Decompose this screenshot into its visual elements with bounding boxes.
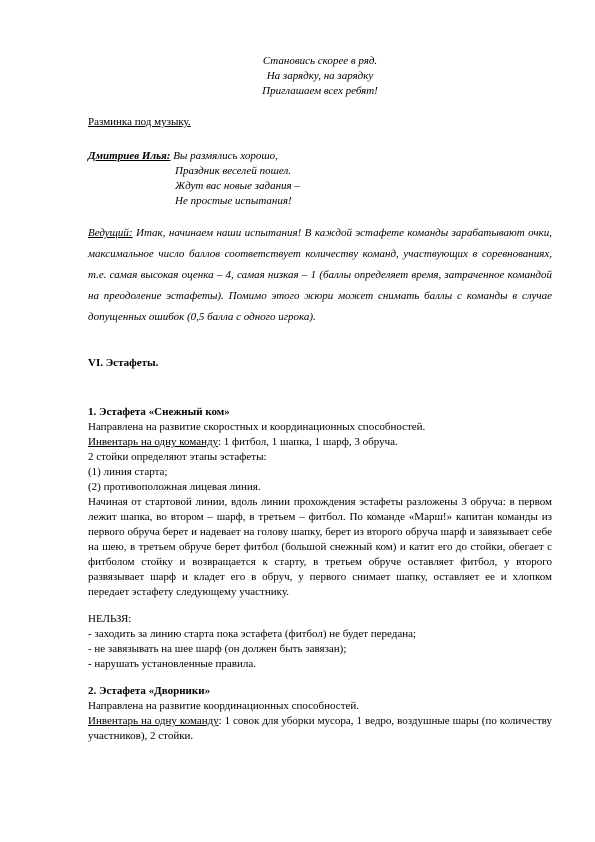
dmitriev-speaker: Дмитриев Илья: [88, 150, 171, 162]
poem-block [88, 54, 552, 99]
relay-2-purpose: Направлена на развитие координационных способностей. [88, 700, 360, 712]
poem-line-1: Становись скорее в ряд. [262, 55, 378, 67]
dmitriev-line-2: Праздник веселей пошел. [175, 165, 292, 177]
poem-line-3: Приглашаем всех ребят! [262, 85, 378, 97]
relay-2-inventory [88, 714, 552, 744]
prohibited-item-2: - не завязывать на шее шарф (он должен быть завязан); [88, 643, 347, 655]
relay-1-stages: 2 стойки определяют этапы эстафеты: [88, 451, 267, 463]
prohibited-title: НЕЛЬЗЯ: [88, 613, 132, 625]
host-speaker: Ведущий: [88, 227, 133, 239]
host-text: Итак, начинаем наши испытания! В каждой эстафете команды зарабатывают очки, максимальное число баллов соответствует количеству команд, участвующих в соревнованиях, т.е. самая высокая оценка – 4, самая низкая – 1 (баллы определяет время, затраченное командой на преодоление эстафеты). Помимо этого жюри может снимать баллы с команды в случае допущенных ошибок (0,5 балла с одного игрока). [88, 227, 552, 323]
prohibited-block [88, 612, 552, 672]
dmitriev-line-4: Не простые испытания! [175, 195, 292, 207]
dmitriev-verse [88, 149, 552, 209]
host-speech [88, 223, 552, 328]
dmitriev-line-1: Вы размялись хорошо, [170, 150, 278, 162]
relay-1-stage-1: (1) линия старта; [88, 466, 168, 478]
poem-line-2: На зарядку, на зарядку [266, 70, 374, 82]
relay-1-inventory-label: Инвентарь на одну команду [88, 436, 218, 448]
relay-1-description: Начиная от стартовой линии, вдоль линии прохождения эстафеты разложены 3 обруча: в первом лежит шапка, во втором – шарф, в третьем – фитбол. По команде «Марш!» капитан команды из первого обруча берет и надевает на голову шапку, берет из второго обруча шарф и завязывает себе на шею, в третьем обруче берет фитбол (большой снежный ком) и катит его до стойки, обегает с фитболом стойку и возвращается к старту, в третьем обруче оставляет фитбол, у второго развязывает шарф и кладет его в обруч, у первого снимает шапку, оставляет ее и хлопком передает эстафету следующему участнику. [88, 496, 552, 598]
prohibited-item-3: - нарушать установленные правила. [88, 658, 256, 670]
relay-2-title: 2. Эстафета «Дворники» [88, 685, 211, 697]
relay-1-stage-2: (2) противоположная лицевая линия. [88, 481, 261, 493]
section-title: VI. Эстафеты. [88, 357, 159, 369]
dmitriev-line-3: Ждут вас новые задания – [175, 180, 300, 192]
relay-2-block [88, 684, 552, 744]
document-content [88, 54, 552, 744]
relay-2-inventory-label: Инвентарь на одну команду [88, 715, 219, 727]
relay-2-inventory-text: : 1 совок для уборки мусора, 1 ведро, воздушные шары (по количеству участников), 2 стойки. [88, 715, 552, 742]
relay-1-title: 1. Эстафета «Снежный ком» [88, 406, 230, 418]
prohibited-item-1: - заходить за линию старта пока эстафета (фитбол) не будет передана; [88, 628, 417, 640]
warmup-heading: Разминка под музыку. [88, 116, 191, 128]
relay-1-inventory-text: : 1 фитбол, 1 шапка, 1 шарф, 3 обруча. [217, 436, 398, 448]
relay-1-inventory [88, 435, 552, 450]
relay-1-block [88, 405, 552, 600]
relay-1-purpose: Направлена на развитие скоростных и координационных способностей. [88, 421, 426, 433]
